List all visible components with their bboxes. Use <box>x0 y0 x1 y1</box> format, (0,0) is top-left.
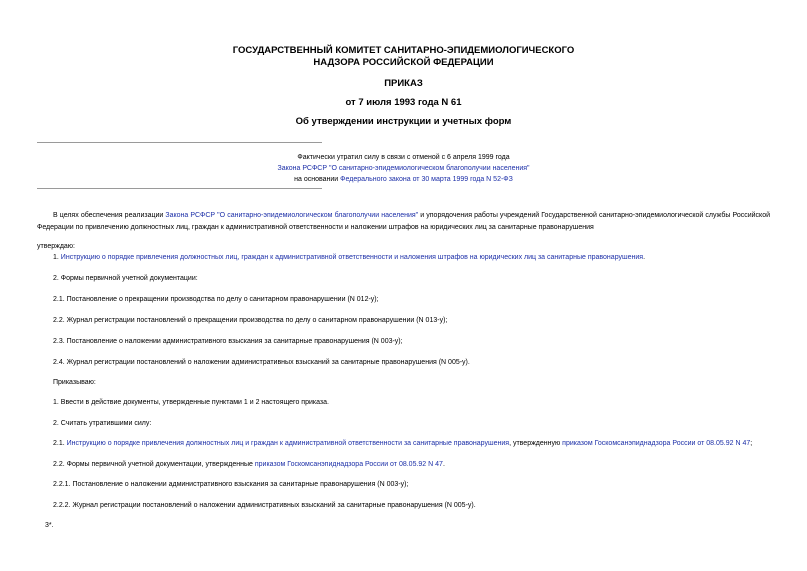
item-1-number: 1. <box>53 254 61 261</box>
separator-bottom <box>37 188 322 189</box>
item-1 <box>53 252 645 263</box>
item-2: 2. Формы первичной учетной документации: <box>53 275 198 282</box>
order-2: 2. Считать утратившими силу: <box>53 420 152 427</box>
order-2-1-end: ; <box>750 440 753 447</box>
status-note-line2 <box>0 163 807 174</box>
separator-top <box>37 142 322 143</box>
agency-name-line2: НАДЗОРА РОССИЙСКОЙ ФЕДЕРАЦИИ <box>313 57 494 68</box>
order-2-1 <box>53 438 752 449</box>
intro-law-link[interactable]: Закона РСФСР "О санитарно-эпидемиологическом благополучии населения" <box>165 212 419 219</box>
order-2-2-text: 2.2. Формы первичной учетной документации, утвержденные <box>53 461 255 468</box>
item-2-2: 2.2. Журнал регистрации постановлений о прекращении производства по делу о санитарном правонарушении (N 013-у); <box>53 317 448 324</box>
intro-pre: В целях обеспечения реализации <box>53 212 166 219</box>
order-47-link[interactable]: приказом Госкомсанэпиднадзора России от 08.05.92 N 47 <box>562 440 751 447</box>
old-instruction-link[interactable]: Инструкцию о порядке привлечения должностных лиц и граждан к административной ответственности за санитарные правонарушения <box>66 440 510 447</box>
order-47-link-2[interactable]: приказом Госкомсанэпиднадзора России от 08.05.92 N 47 <box>254 461 443 468</box>
order-2-2-end: . <box>442 461 445 468</box>
item-2-1: 2.1. Постановление о прекращении производства по делу о санитарном правонарушении (N 012-у); <box>53 296 379 303</box>
order-3: 3*. <box>45 522 54 529</box>
status-note-basis: на основании <box>294 176 341 183</box>
order-label: Приказываю: <box>53 379 96 386</box>
order-2-2 <box>53 459 445 470</box>
approve-label: утверждаю: <box>37 243 75 250</box>
status-note-line3 <box>0 174 807 185</box>
order-2-1-mid: , утвержденную <box>509 440 563 447</box>
order-2-1-number: 2.1. <box>53 440 67 447</box>
document-title: Об утверждении инструкции и учетных форм <box>295 116 512 127</box>
intro-post: и упорядочения работы учреждений Государственной санитарно-эпидемиологической службы Российской Федерации по привлечению должностных лиц, граждан к административной ответственности и наложении штрафов на юридических лиц за санитарные правонарушения <box>37 212 771 231</box>
status-note-line1: Фактически утратил силу в связи с отменой с 6 апреля 1999 года <box>297 154 510 161</box>
law-rsfsr-link[interactable]: Закона РСФСР "О санитарно-эпидемиологическом благополучии населения" <box>277 165 530 172</box>
document-type: ПРИКАЗ <box>384 78 423 89</box>
federal-law-link[interactable]: Федерального закона от 30 марта 1999 года N 52-ФЗ <box>340 176 513 183</box>
document-date-number: от 7 июля 1993 года N 61 <box>345 97 462 108</box>
item-1-end: . <box>643 254 646 261</box>
item-2-3: 2.3. Постановление о наложении административного взыскания за санитарные правонарушения (N 003-у); <box>53 338 403 345</box>
intro-paragraph <box>37 210 770 234</box>
order-1: 1. Ввести в действие документы, утвержденные пунктами 1 и 2 настоящего приказа. <box>53 399 329 406</box>
order-2-2-1: 2.2.1. Постановление о наложении административного взыскания за санитарные правонарушения (N 003-у); <box>53 481 409 488</box>
order-2-2-2: 2.2.2. Журнал регистрации постановлений о наложении административных взысканий за санитарные правонарушения (N 005-у). <box>53 502 476 509</box>
instruction-link[interactable]: Инструкцию о порядке привлечения должностных лиц, граждан к административной ответственности и наложения штрафов на юридических лиц за санитарные правонарушения <box>60 254 644 261</box>
item-2-4: 2.4. Журнал регистрации постановлений о наложении административных взысканий за санитарные правонарушения (N 005-у). <box>53 359 470 366</box>
agency-name-line1: ГОСУДАРСТВЕННЫЙ КОМИТЕТ САНИТАРНО-ЭПИДЕМИОЛОГИЧЕСКОГО <box>232 45 575 56</box>
